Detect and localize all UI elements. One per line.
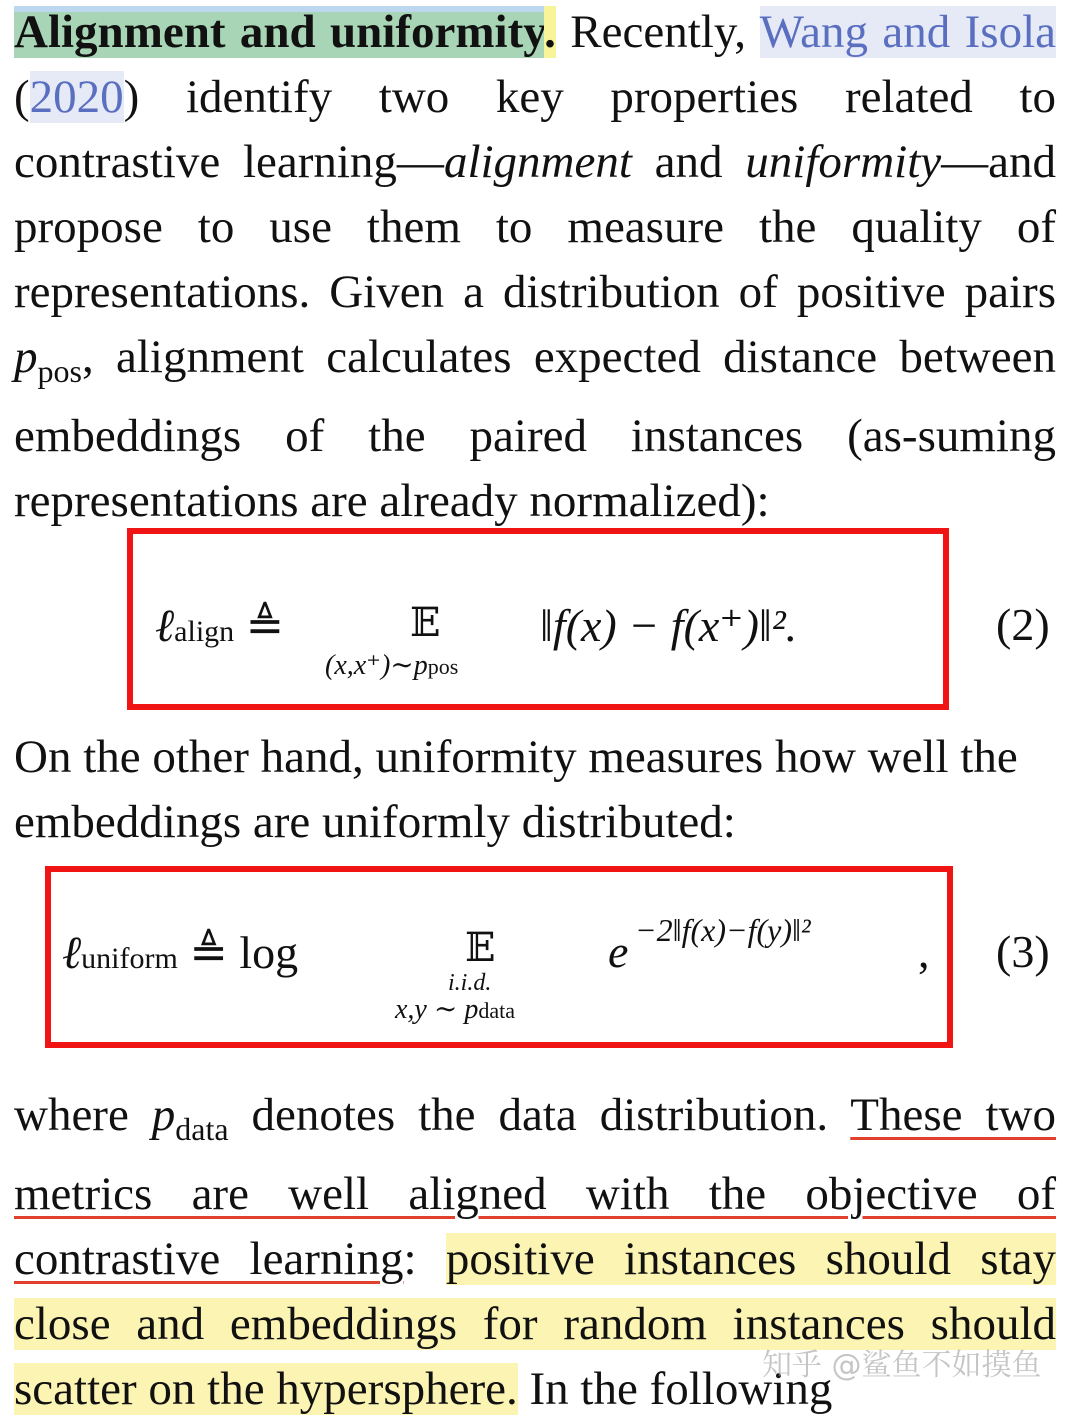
- ell-symbol: ℓ: [62, 927, 82, 978]
- subscript-sub: pos: [427, 654, 459, 679]
- equation-3-comma: ,: [918, 926, 930, 977]
- subscript-text: (x,x⁺)∼p: [325, 650, 428, 681]
- paragraph-uniformity: On the other hand, uniformity measures how well the embeddings are uniformly distributed:: [14, 731, 1018, 848]
- lhs-subscript: uniform: [81, 942, 178, 975]
- equation-2-lhs: [155, 598, 284, 652]
- defined-as-log: ≜ log: [177, 927, 299, 978]
- paragraph-alignment-uniformity: [14, 0, 1056, 534]
- math-p-subscript: pos: [37, 353, 82, 389]
- underlined-statement: These two metrics are well aligned with the objective of contrastive learning: [14, 1089, 1056, 1285]
- text-run: ) identify two key properties related to contrastive learning—: [14, 71, 1056, 188]
- equation-2-number: (2): [996, 599, 1050, 650]
- subscript-text: x,y ∼ p: [395, 994, 479, 1025]
- equation-2-body: ‖f(x) − f(x⁺)‖².: [540, 600, 798, 651]
- ell-symbol: ℓ: [155, 600, 175, 651]
- equation-3-number: (3): [996, 926, 1050, 977]
- expectation-symbol: 𝔼: [465, 925, 496, 971]
- lhs-subscript: align: [174, 615, 235, 648]
- term-uniformity: uniformity: [745, 136, 942, 188]
- text-run: :: [403, 1233, 446, 1285]
- equation-3-exponent: −2‖f(x)−f(y)‖²: [635, 912, 811, 948]
- text-run: and: [631, 136, 746, 188]
- highlighted-statement: positive instances should stay close and embeddings for random instances should scatter on the hypersphere.: [14, 1233, 1056, 1415]
- text-run: In the following: [517, 1363, 833, 1415]
- text-run: —and propose to use them to measure the quality of representations. Given a distribution of positive pairs: [14, 136, 1056, 318]
- watermark: 知乎 @鲨鱼不如摸鱼: [762, 1348, 1042, 1383]
- math-p: p: [14, 331, 38, 383]
- expectation-subscript: [395, 992, 515, 1026]
- text-run: (: [14, 71, 30, 123]
- term-alignment: alignment: [443, 136, 632, 188]
- text-run: , alignment calculates expected distance between embeddings of the paired instances (as-suming representations are already normalized):: [14, 331, 1056, 527]
- equation-3-lhs: [62, 925, 298, 979]
- heading-period: .: [544, 6, 556, 58]
- expectation-symbol: 𝔼: [410, 600, 441, 646]
- citation-year-link[interactable]: 2020: [29, 71, 124, 123]
- iid-label: i.i.d.: [448, 970, 492, 996]
- defined-as-symbol: ≜: [234, 600, 285, 651]
- math-p-subscript: data: [175, 1111, 229, 1147]
- expectation-subscript: [325, 648, 458, 682]
- section-heading: Alignment and uniformity: [14, 6, 545, 58]
- text-run: Recently,: [555, 6, 760, 58]
- text-run: where: [14, 1089, 152, 1141]
- equation-3-exp-base: e: [608, 926, 629, 977]
- math-p: p: [151, 1089, 176, 1141]
- subscript-sub: data: [478, 998, 515, 1023]
- citation-authors-link[interactable]: Wang and Isola: [759, 6, 1056, 58]
- text-run: denotes the data distribution.: [228, 1089, 851, 1141]
